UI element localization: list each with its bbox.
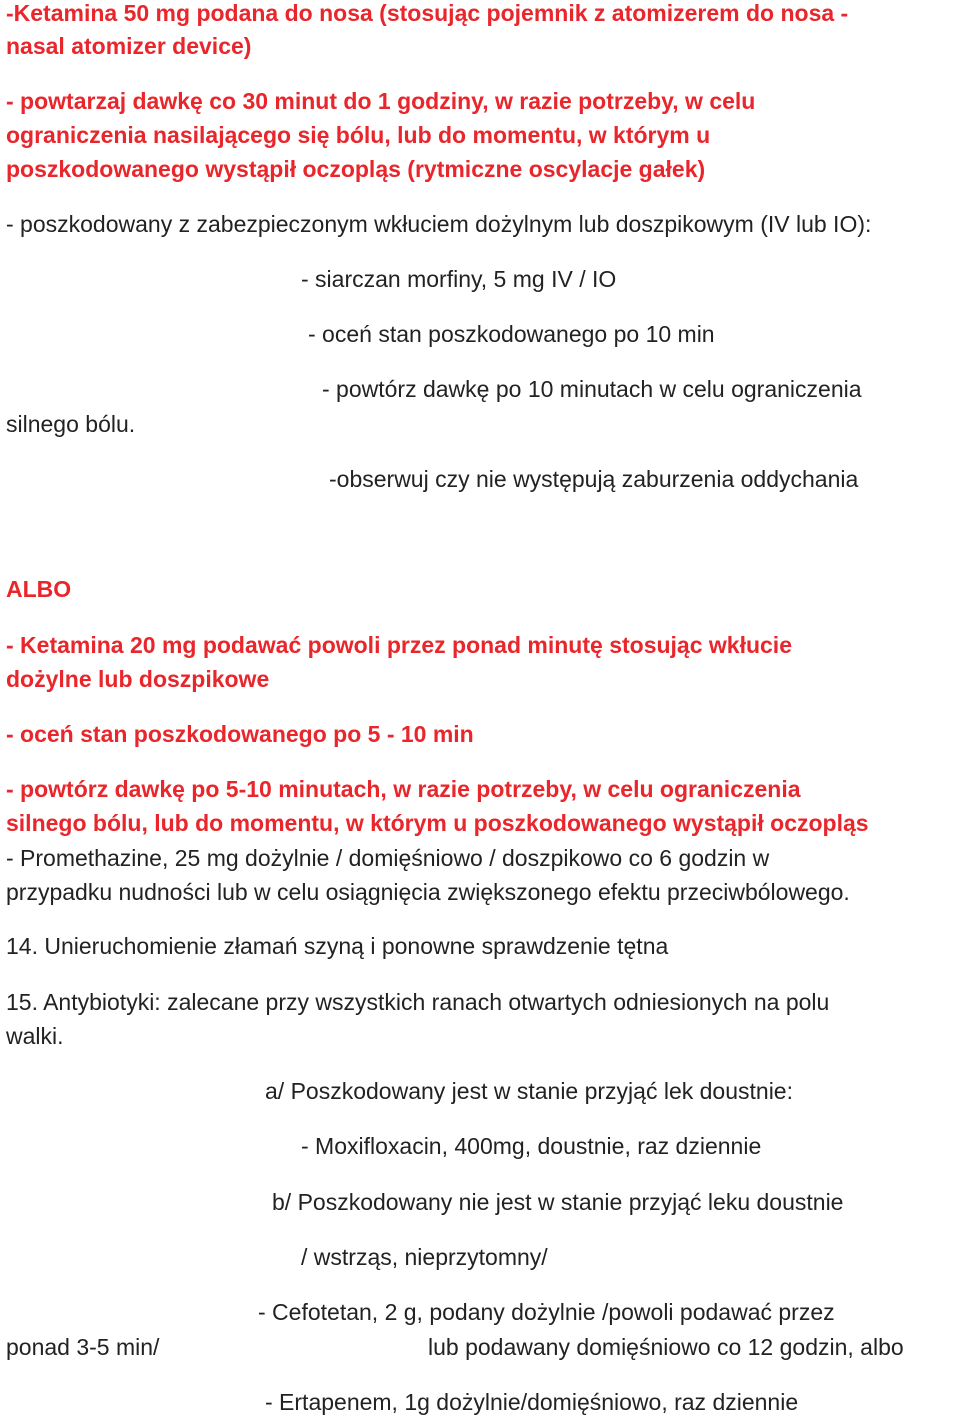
oral-heading: a/ Poszkodowany jest w stanie przyjąć lek doustnie: — [265, 1078, 793, 1104]
assess-5-10-min: - oceń stan poszkodowanego po 5 - 10 min — [6, 721, 474, 747]
non-oral-heading: b/ Poszkodowany nie jest w stanie przyjąć leku doustnie — [272, 1189, 844, 1215]
ertapenem-dose: - Ertapenem, 1g dożylnie/domięśniowo, raz dziennie — [265, 1389, 799, 1415]
cefotetan-line-2-right: lub podawany domięśniowo co 12 godzin, albo — [428, 1334, 904, 1360]
ketamine-nasal-line-2: nasal atomizer device) — [6, 33, 252, 59]
repeat-dose-line-3: poszkodowanego wystąpił oczopląs (rytmiczne oscylacje gałek) — [6, 156, 706, 182]
repeat-10-min: - powtórz dawkę po 10 minutach w celu ograniczenia — [322, 376, 862, 402]
promethazine-line-2: przypadku nudności lub w celu osiągnięcia zwiększonego efektu przeciwbólowego. — [6, 879, 850, 905]
repeat-dose-line-1: - powtarzaj dawkę co 30 minut do 1 godziny, w razie potrzeby, w celu — [6, 88, 756, 114]
repeat-5-10-min-line-1: - powtórz dawkę po 5-10 minutach, w razie potrzeby, w celu ograniczenia — [6, 776, 801, 802]
ketamine-iv-line-1: - Ketamina 20 mg podawać powoli przez ponad minutę stosując wkłucie — [6, 632, 792, 658]
cefotetan-line-1: - Cefotetan, 2 g, podany dożylnie /powoli podawać przez — [258, 1299, 835, 1325]
ketamine-iv-line-2: dożylne lub doszpikowe — [6, 666, 270, 692]
promethazine-line-1: - Promethazine, 25 mg dożylnie / domięśniowo / doszpikowo co 6 godzin w — [6, 845, 770, 871]
morphine-dose: - siarczan morfiny, 5 mg IV / IO — [301, 266, 617, 292]
repeat-5-10-min-line-2: silnego bólu, lub do momentu, w którym u poszkodowanego wystąpił oczopląs — [6, 810, 869, 836]
repeat-dose-line-2: ograniczenia nasilającego się bólu, lub do momentu, w którym u — [6, 122, 711, 148]
ketamine-nasal-line-1: -Ketamina 50 mg podana do nosa (stosując pojemnik z atomizerem do nosa - — [6, 0, 849, 26]
iv-io-intro: - poszkodowany z zabezpieczonym wkłuciem dożylnym lub doszpikowym (IV lub IO): — [6, 211, 872, 237]
assess-10-min: - oceń stan poszkodowanego po 10 min — [308, 321, 715, 347]
step-15-line-2: walki. — [6, 1023, 64, 1049]
observe-breathing: -obserwuj czy nie występują zaburzenia oddychania — [329, 466, 859, 492]
cefotetan-line-2-left: ponad 3-5 min/ — [6, 1334, 160, 1360]
albo-heading: ALBO — [6, 576, 72, 602]
step-14: 14. Unieruchomienie złamań szyną i ponowne sprawdzenie tętna — [6, 933, 669, 959]
non-oral-condition: / wstrząs, nieprzytomny/ — [301, 1244, 548, 1270]
step-15-line-1: 15. Antybiotyki: zalecane przy wszystkich ranach otwartych odniesionych na polu — [6, 989, 830, 1015]
repeat-10-min-continuation: silnego bólu. — [6, 411, 136, 437]
moxifloxacin-dose: - Moxifloxacin, 400mg, doustnie, raz dziennie — [301, 1133, 762, 1159]
